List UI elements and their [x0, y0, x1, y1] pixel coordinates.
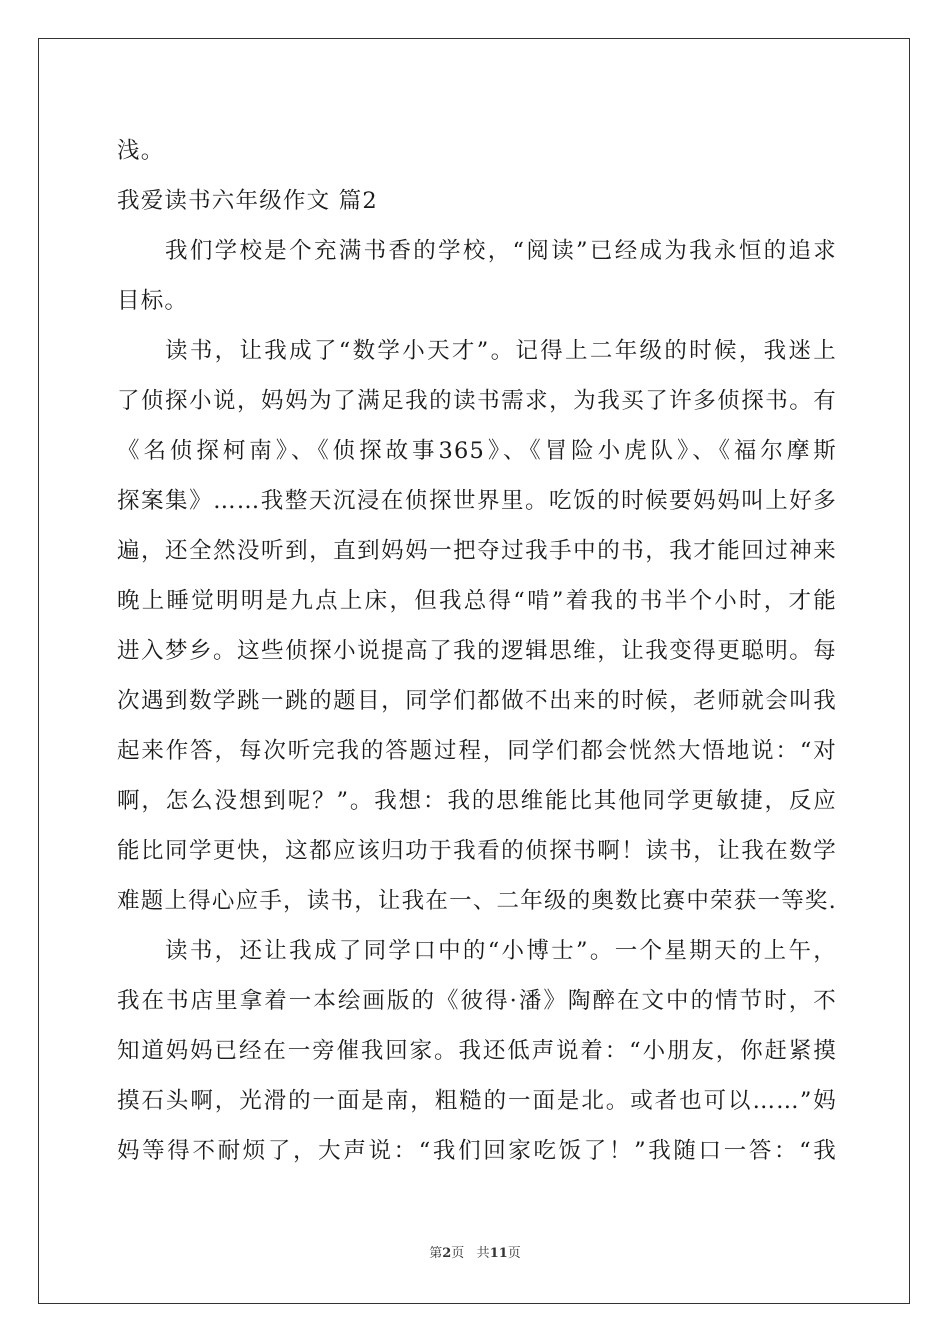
text-line: 《名侦探柯南》、《侦探故事365》、《冒险小虎队》、《福尔摩斯	[117, 438, 837, 464]
text-line: 我在书店里拿着一本绘画版的《彼得·潘》陶醉在文中的情节时，不	[117, 988, 837, 1014]
total-label-suffix: 页	[507, 1246, 521, 1261]
total-pages: 11	[489, 1246, 508, 1261]
text-line: 探案集》……我整天沉浸在侦探世界里。吃饭的时候要妈妈叫上好多	[117, 488, 837, 514]
text-line: 遍，还全然没听到，直到妈妈一把夺过我手中的书，我才能回过神来	[117, 538, 837, 564]
page-footer	[0, 1245, 950, 1263]
text-line: 读书，让我成了“数学小天才”。记得上二年级的时候，我迷上	[165, 338, 837, 364]
text-line: 进入梦乡。这些侦探小说提高了我的逻辑思维，让我变得更聪明。每	[117, 638, 837, 664]
page-label-suffix: 页	[451, 1246, 465, 1261]
text-line: 晚上睡觉明明是九点上床，但我总得“啃”着我的书半个小时，才能	[117, 588, 837, 614]
page-label-prefix: 第	[429, 1246, 443, 1261]
text-line: 读书，还让我成了同学口中的“小博士”。一个星期天的上午，	[165, 938, 837, 964]
text-line: 摸石头啊，光滑的一面是南，粗糙的一面是北。或者也可以……”妈	[117, 1088, 837, 1114]
text-line: 知道妈妈已经在一旁催我回家。我还低声说着：“小朋友，你赶紧摸	[117, 1038, 837, 1064]
total-label-prefix: 共	[476, 1246, 490, 1261]
section-heading: 我爱读书六年级作文 篇2	[117, 188, 378, 214]
text-line: 了侦探小说，妈妈为了满足我的读书需求，为我买了许多侦探书。有	[117, 388, 837, 414]
text-line: 能比同学更快，这都应该归功于我看的侦探书啊！读书，让我在数学	[117, 838, 837, 864]
text-line: 妈等得不耐烦了，大声说：“我们回家吃饭了！”我随口一答：“我	[117, 1138, 837, 1164]
page-number: 2	[442, 1246, 452, 1261]
text-line: 我们学校是个充满书香的学校，“阅读”已经成为我永恒的追求	[165, 238, 837, 264]
text-line: 次遇到数学跳一跳的题目，同学们都做不出来的时候，老师就会叫我	[117, 688, 837, 714]
text-line: 难题上得心应手，读书，让我在一、二年级的奥数比赛中荣获一等奖.	[117, 888, 837, 914]
text-line: 起来作答，每次听完我的答题过程，同学们都会恍然大悟地说：“对	[117, 738, 837, 764]
text-line: 浅。	[117, 138, 165, 164]
text-line: 啊，怎么没想到呢？”。我想：我的思维能比其他同学更敏捷，反应	[117, 788, 837, 814]
text-line: 目标。	[117, 288, 189, 314]
